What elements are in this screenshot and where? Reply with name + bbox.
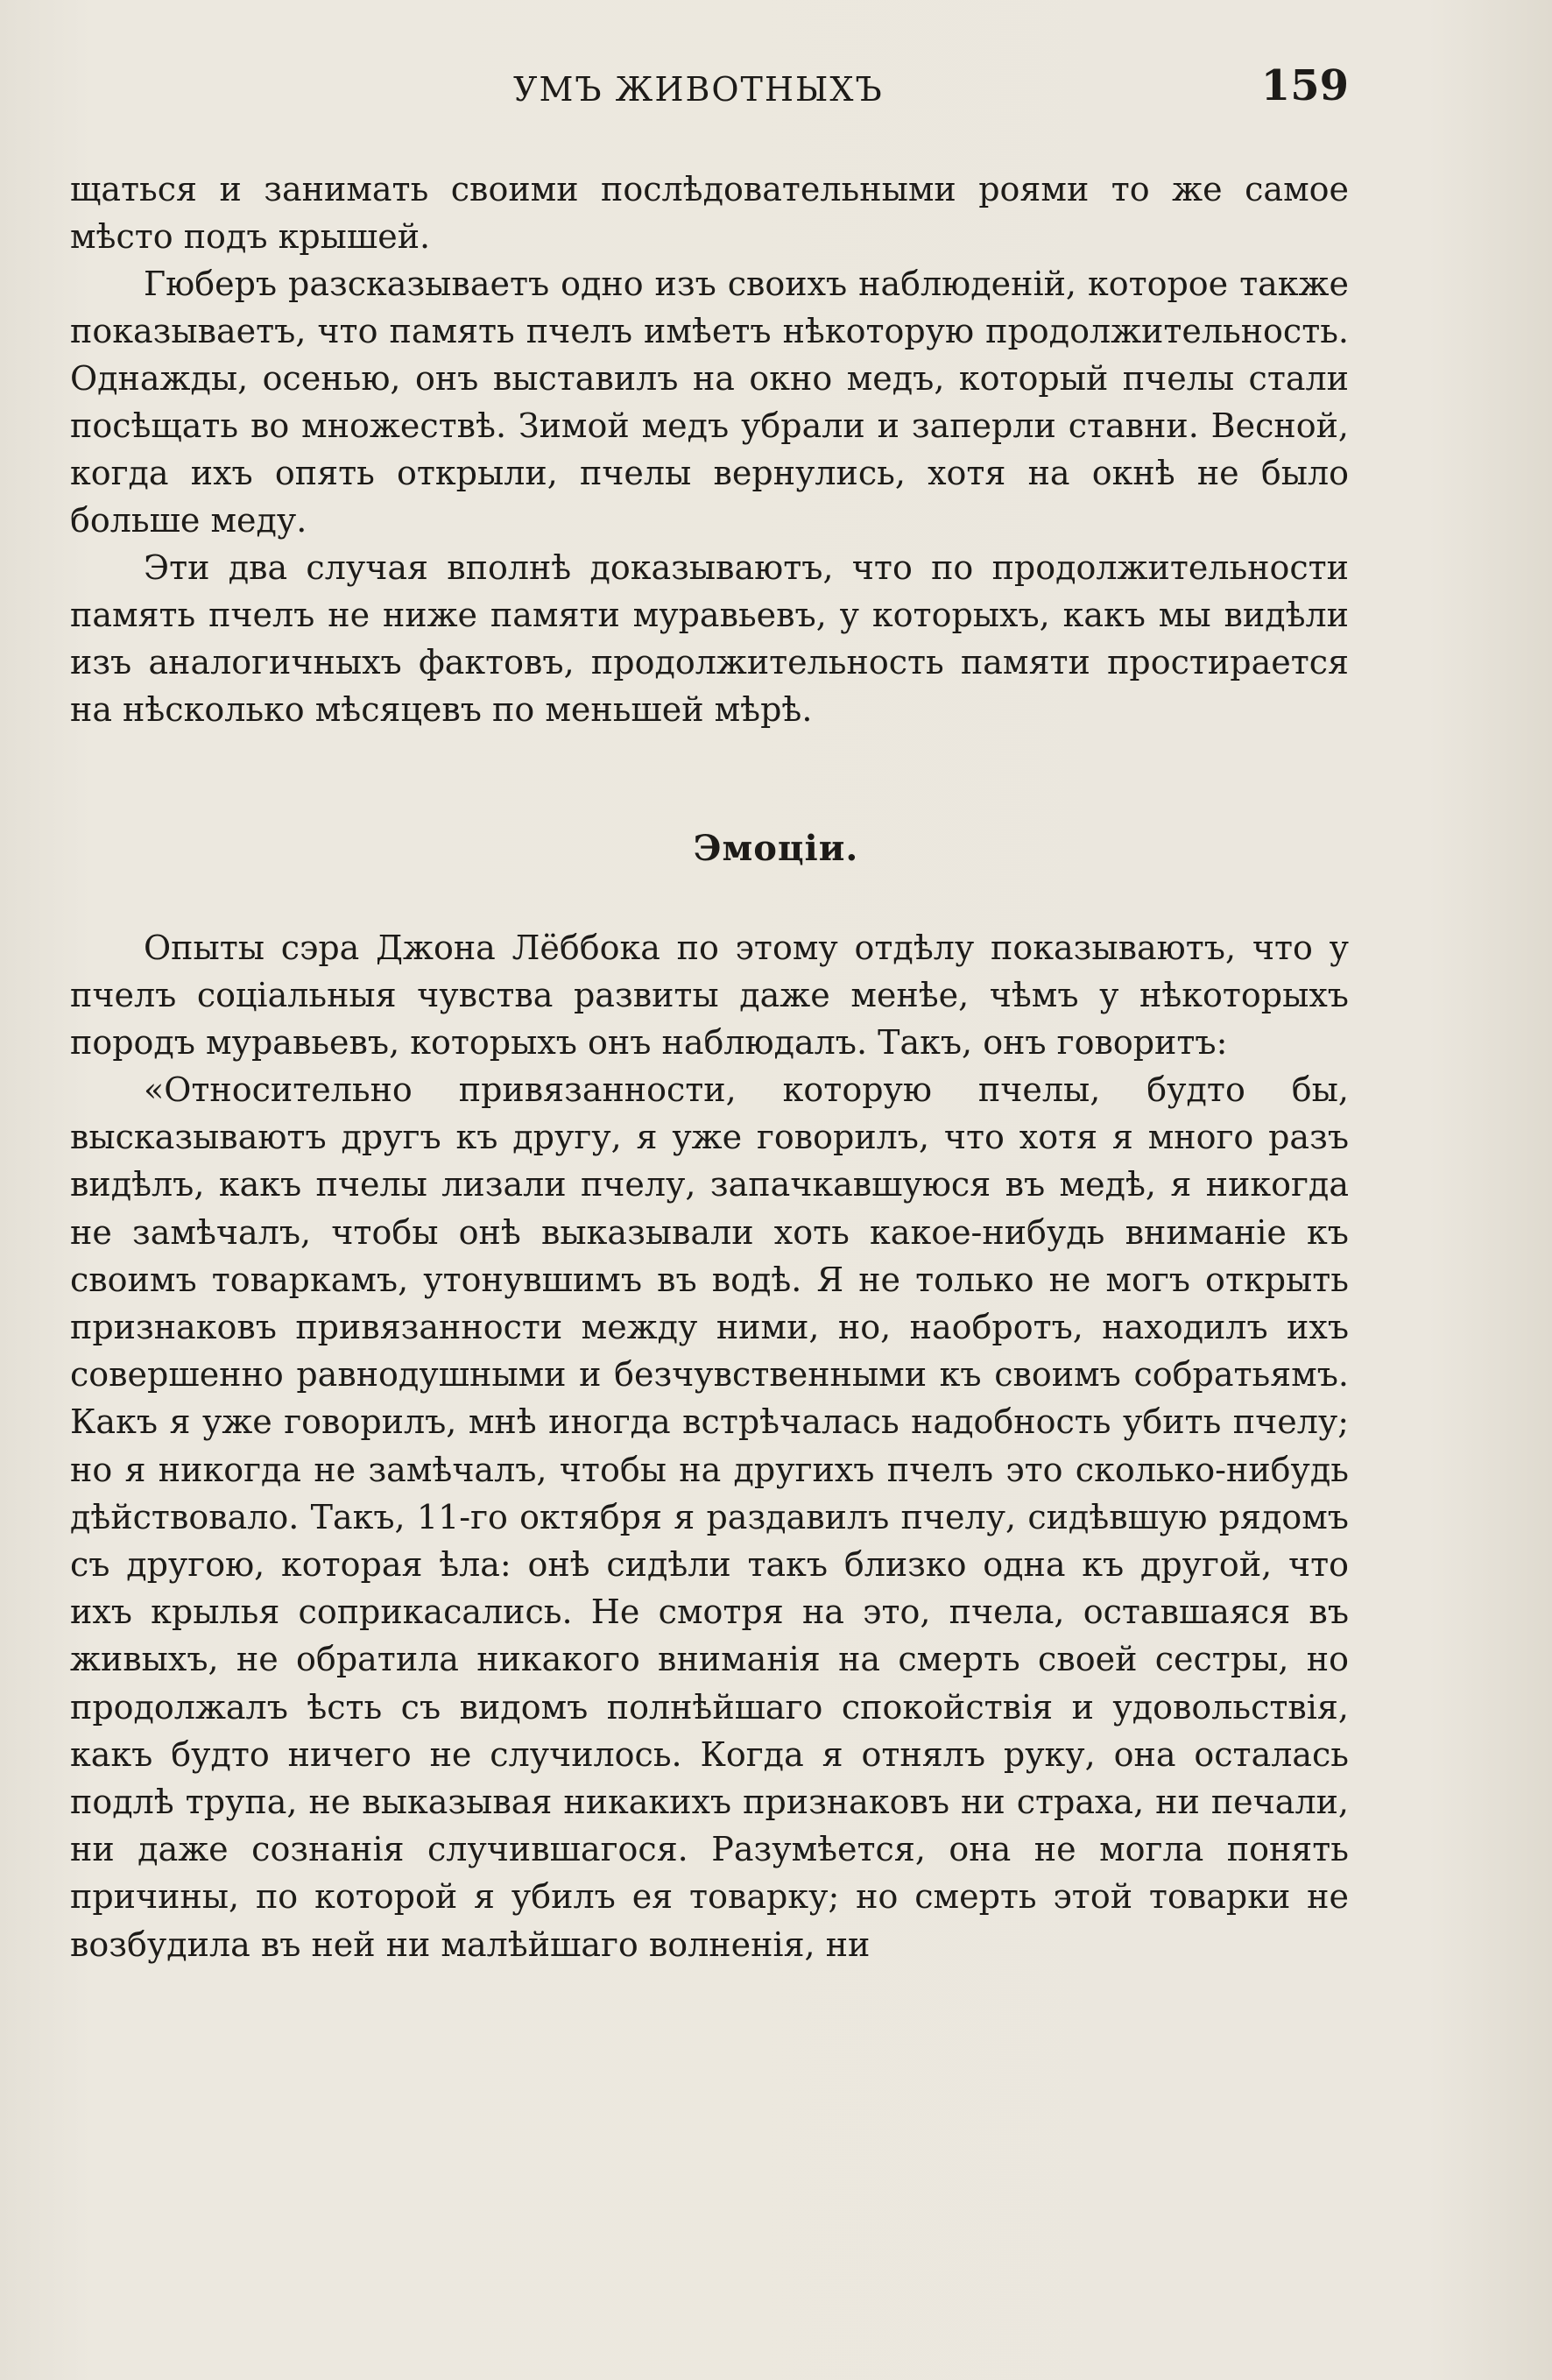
paragraph-memory-conclusion: Эти два случая вполнѣ доказываютъ, что по продолжительности память пчелъ не ниже памяти муравьевъ, у которыхъ, какъ мы видѣли изъ аналогичныхъ фактовъ, продолжительность памяти простирается на нѣсколько мѣсяцевъ по меньшей мѣрѣ. (70, 548, 1349, 729)
paragraph-huber-observation: Гюберъ разсказываетъ одно изъ своихъ наблюденій, которое также показываетъ, что память пчелъ имѣетъ нѣкоторую продолжительность. Однажды, осенью, онъ выставилъ на окно медъ, который пчелы стали посѣщать во множествѣ. Зимой медъ убрали и заперли ставни. Весной, когда ихъ опять открыли, пчелы вернулись, хотя на окнѣ не было больше меду. (70, 265, 1349, 540)
paragraph-quotation: «Относительно привязанности, которую пчелы, будто бы, высказываютъ другъ къ другу, я уже говорилъ, что хотя я много разъ видѣлъ, какъ пчелы лизали пчелу, запачкавшуюся въ медѣ, я никогда не замѣчалъ, чтобы онѣ выказывали хоть какое-нибудь вниманіе къ своимъ товаркамъ, утонувшимъ въ водѣ. Я не только не могъ открыть признаковъ привязанности между ними, но, наобротъ, находилъ ихъ совершенно равнодушными и безчувственными къ своимъ собратьямъ. Какъ я уже говорилъ, мнѣ иногда встрѣчалась надобность убить пчелу; но я никогда не замѣчалъ, чтобы на другихъ пчелъ это сколько-нибудь дѣйствовало. Такъ, 11-го октября я раздавилъ пчелу, сидѣвшую рядомъ съ другою, которая ѣла: онѣ сидѣли такъ близко одна къ другой, что ихъ крылья соприкасались. Не смотря на это, пчела, оставшаяся въ живыхъ, не обратила никакого вниманія на смерть своей сестры, но продолжалъ ѣсть съ видомъ полнѣйшаго спокойствія и удовольствія, какъ будто ничего не случилось. Когда я отнялъ руку, она осталась подлѣ трупа, не выказывая никакихъ признаковъ ни страха, ни печали, ни даже сознанія случившагося. Разумѣется, она не могла понять причины, по которой я убилъ ея товарку; но смерть этой товарки не возбудила въ ней ни малѣйшаго волненія, ни (70, 1070, 1349, 1964)
paragraph-lubbock-experiments: Опыты сэра Джона Лёббока по этому отдѣлу показываютъ, что у пчелъ соціальныя чувства развиты даже менѣе, чѣмъ у нѣкоторыхъ породъ муравьевъ, которыхъ онъ наблюдалъ. Такъ, онъ говоритъ: (70, 929, 1349, 1062)
section-heading: Эмоціи. (693, 828, 859, 869)
page-header (0, 61, 1552, 123)
page-number: 159 (1260, 61, 1349, 110)
running-head: УМЪ ЖИВОТНЫХЪ (513, 70, 884, 109)
text-block-lower (70, 924, 1349, 1968)
paragraph-continued: щаться и занимать своими послѣдовательными роями то же самое мѣсто подъ крышей. (70, 170, 1349, 256)
text-block-upper (70, 166, 1349, 733)
